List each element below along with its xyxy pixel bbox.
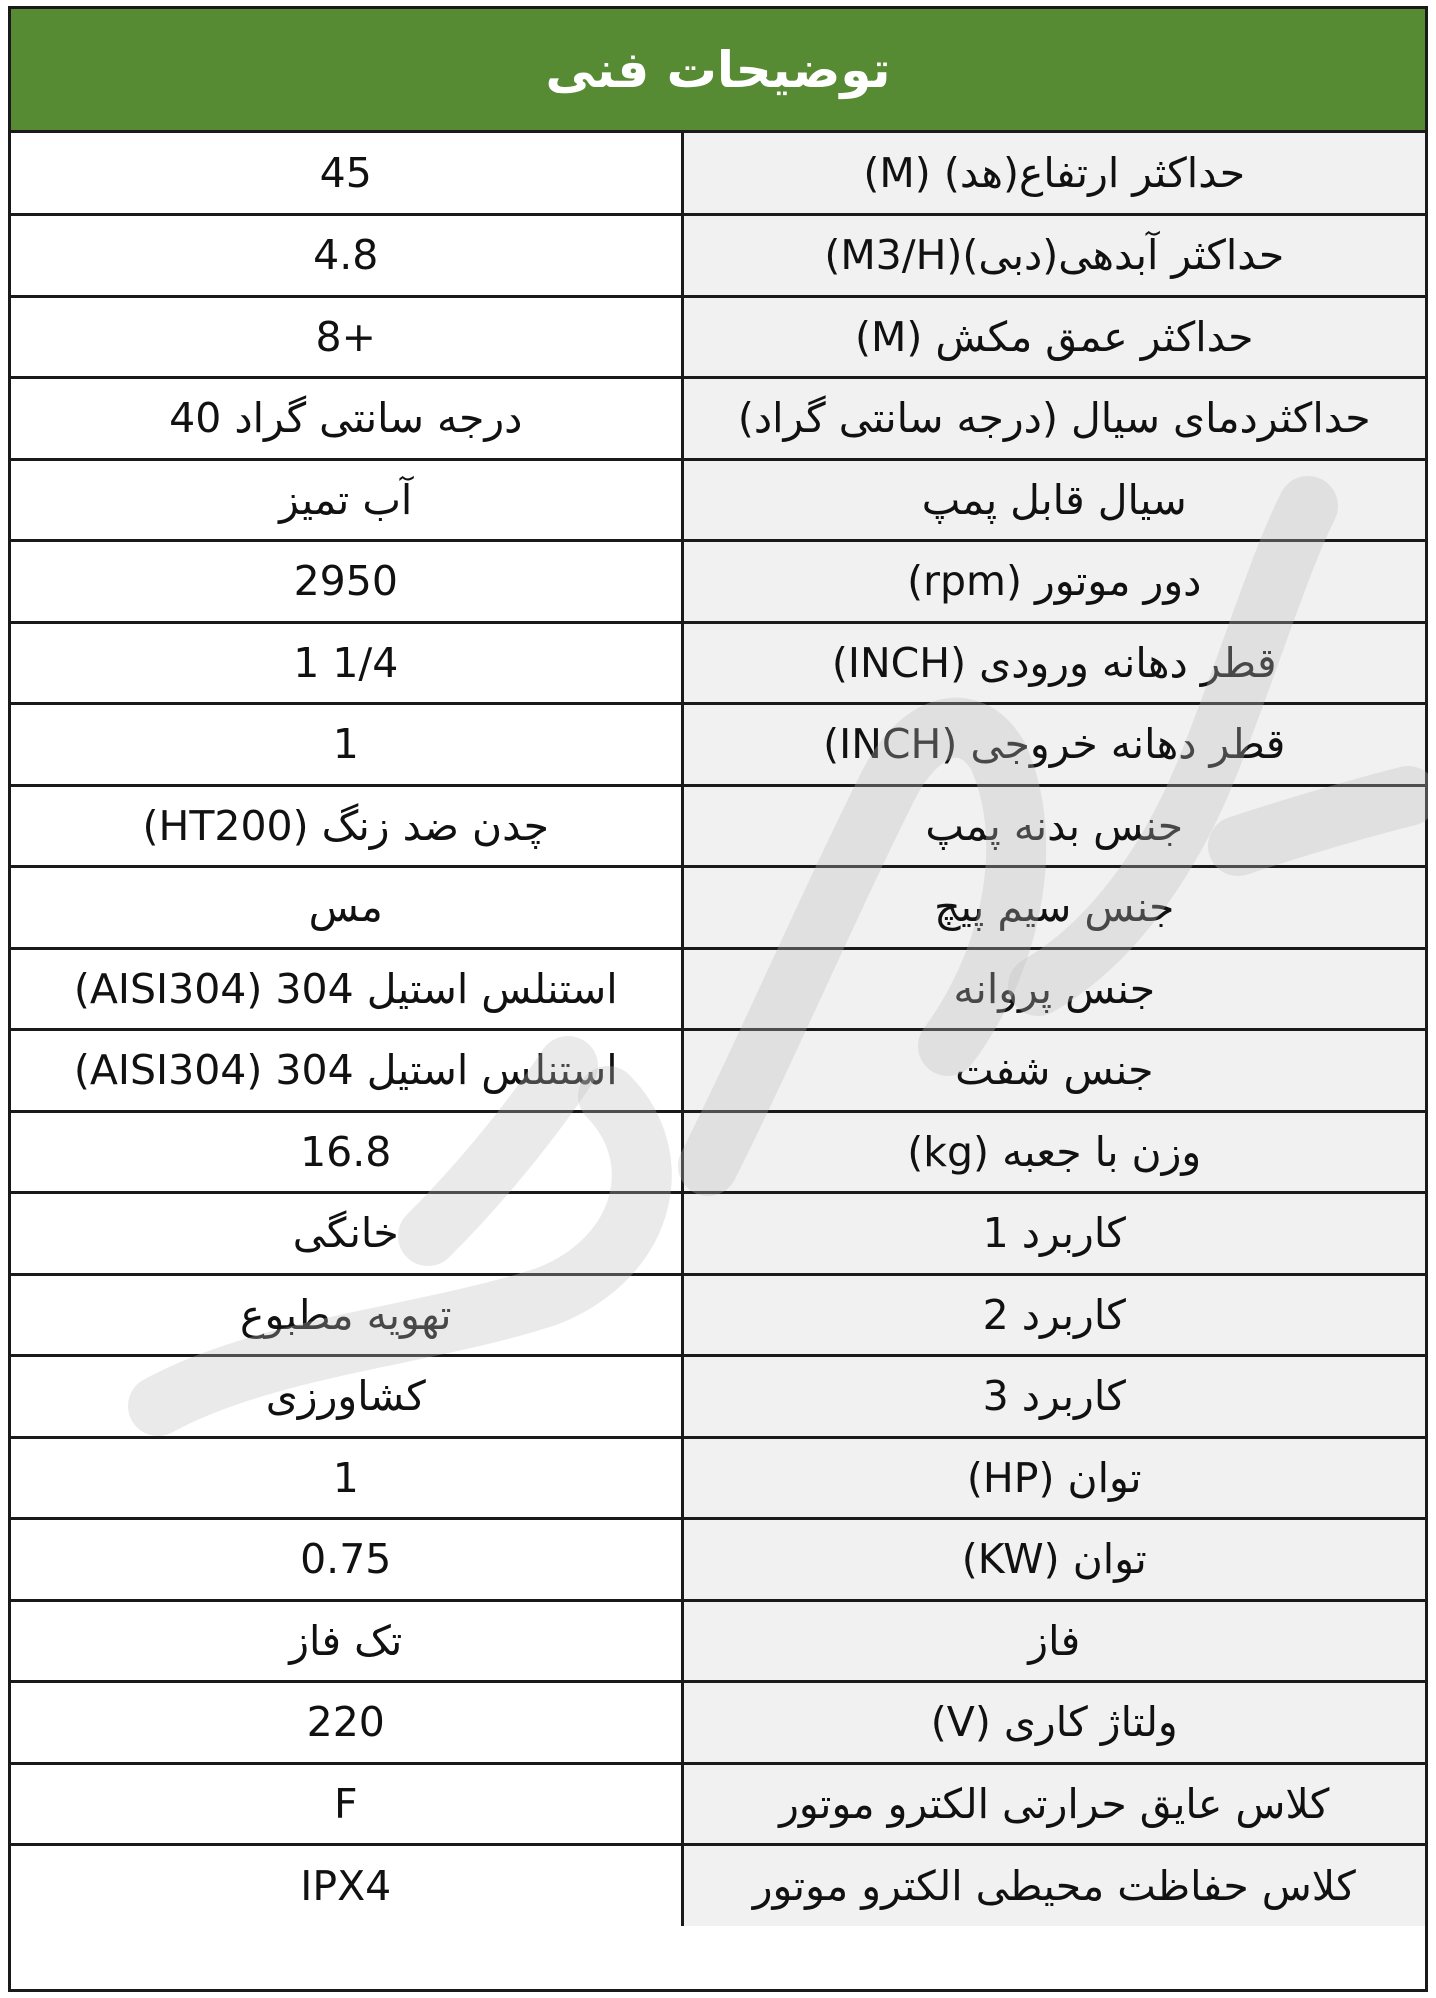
spec-label: کاربرد 3 (682, 1356, 1425, 1438)
spec-label: کاربرد 1 (682, 1193, 1425, 1275)
spec-value: کشاورزی (11, 1356, 682, 1438)
spec-value: F (11, 1763, 682, 1845)
spec-row (11, 541, 1425, 623)
spec-label: توان (HP) (682, 1437, 1425, 1519)
spec-label: کلاس عایق حرارتی الکترو موتور (682, 1763, 1425, 1845)
spec-value: IPX4 (11, 1845, 682, 1927)
spec-row (11, 1274, 1425, 1356)
spec-label: دور موتور (rpm) (682, 541, 1425, 623)
spec-label: حداکثر ارتفاع(هد) (M) (682, 133, 1425, 215)
spec-label: جنس سیم پیچ (682, 867, 1425, 949)
spec-label: کلاس حفاظت محیطی الکترو موتور (682, 1845, 1425, 1927)
spec-value: 45 (11, 133, 682, 215)
spec-label: سیال قابل پمپ (682, 459, 1425, 541)
spec-value: استنلس استیل 304 (AISI304) (11, 948, 682, 1030)
spec-label: جنس بدنه پمپ (682, 785, 1425, 867)
spec-value: +8 (11, 296, 682, 378)
spec-row (11, 1519, 1425, 1601)
spec-row (11, 1437, 1425, 1519)
spec-row (11, 133, 1425, 215)
spec-row (11, 704, 1425, 786)
spec-value: 16.8 (11, 1111, 682, 1193)
spec-value: 0.75 (11, 1519, 682, 1601)
spec-row (11, 378, 1425, 460)
spec-value: خانگی (11, 1193, 682, 1275)
spec-value: چدن ضد زنگ (HT200) (11, 785, 682, 867)
spec-value: استنلس استیل 304 (AISI304) (11, 1030, 682, 1112)
spec-row (11, 1763, 1425, 1845)
spec-label: فاز (682, 1600, 1425, 1682)
spec-label: وزن با جعبه (kg) (682, 1111, 1425, 1193)
spec-sheet (8, 6, 1428, 1992)
spec-label: حداکثردمای سیال (درجه سانتی گراد) (682, 378, 1425, 460)
spec-label: ولتاژ کاری (V) (682, 1682, 1425, 1764)
spec-row (11, 1682, 1425, 1764)
spec-row (11, 215, 1425, 297)
spec-value: مس (11, 867, 682, 949)
spec-row (11, 1030, 1425, 1112)
spec-row (11, 867, 1425, 949)
spec-value: 4.8 (11, 215, 682, 297)
spec-value: درجه سانتی گراد 40 (11, 378, 682, 460)
spec-value: تهویه مطبوع (11, 1274, 682, 1356)
spec-row (11, 459, 1425, 541)
spec-table-body (11, 133, 1425, 1926)
spec-row (11, 1600, 1425, 1682)
spec-row (11, 1193, 1425, 1275)
spec-label: حداکثر آبدهی(دبی)(M3/H) (682, 215, 1425, 297)
spec-value: تک فاز (11, 1600, 682, 1682)
table-title: توضیحات فنی (11, 9, 1425, 133)
spec-value: 1 (11, 704, 682, 786)
spec-label: جنس پروانه (682, 948, 1425, 1030)
spec-table (11, 133, 1425, 1926)
spec-label: توان (KW) (682, 1519, 1425, 1601)
spec-row (11, 1845, 1425, 1927)
spec-value: 220 (11, 1682, 682, 1764)
spec-row (11, 1356, 1425, 1438)
spec-row (11, 948, 1425, 1030)
spec-row (11, 785, 1425, 867)
spec-row (11, 1111, 1425, 1193)
spec-label: کاربرد 2 (682, 1274, 1425, 1356)
spec-label: قطر دهانه خروجی (INCH) (682, 704, 1425, 786)
spec-label: قطر دهانه ورودی (INCH) (682, 622, 1425, 704)
spec-value: 1/4 1 (11, 622, 682, 704)
spec-label: حداکثر عمق مکش (M) (682, 296, 1425, 378)
spec-row (11, 622, 1425, 704)
spec-value: 1 (11, 1437, 682, 1519)
spec-value: آب تمیز (11, 459, 682, 541)
spec-label: جنس شفت (682, 1030, 1425, 1112)
spec-value: 2950 (11, 541, 682, 623)
spec-row (11, 296, 1425, 378)
